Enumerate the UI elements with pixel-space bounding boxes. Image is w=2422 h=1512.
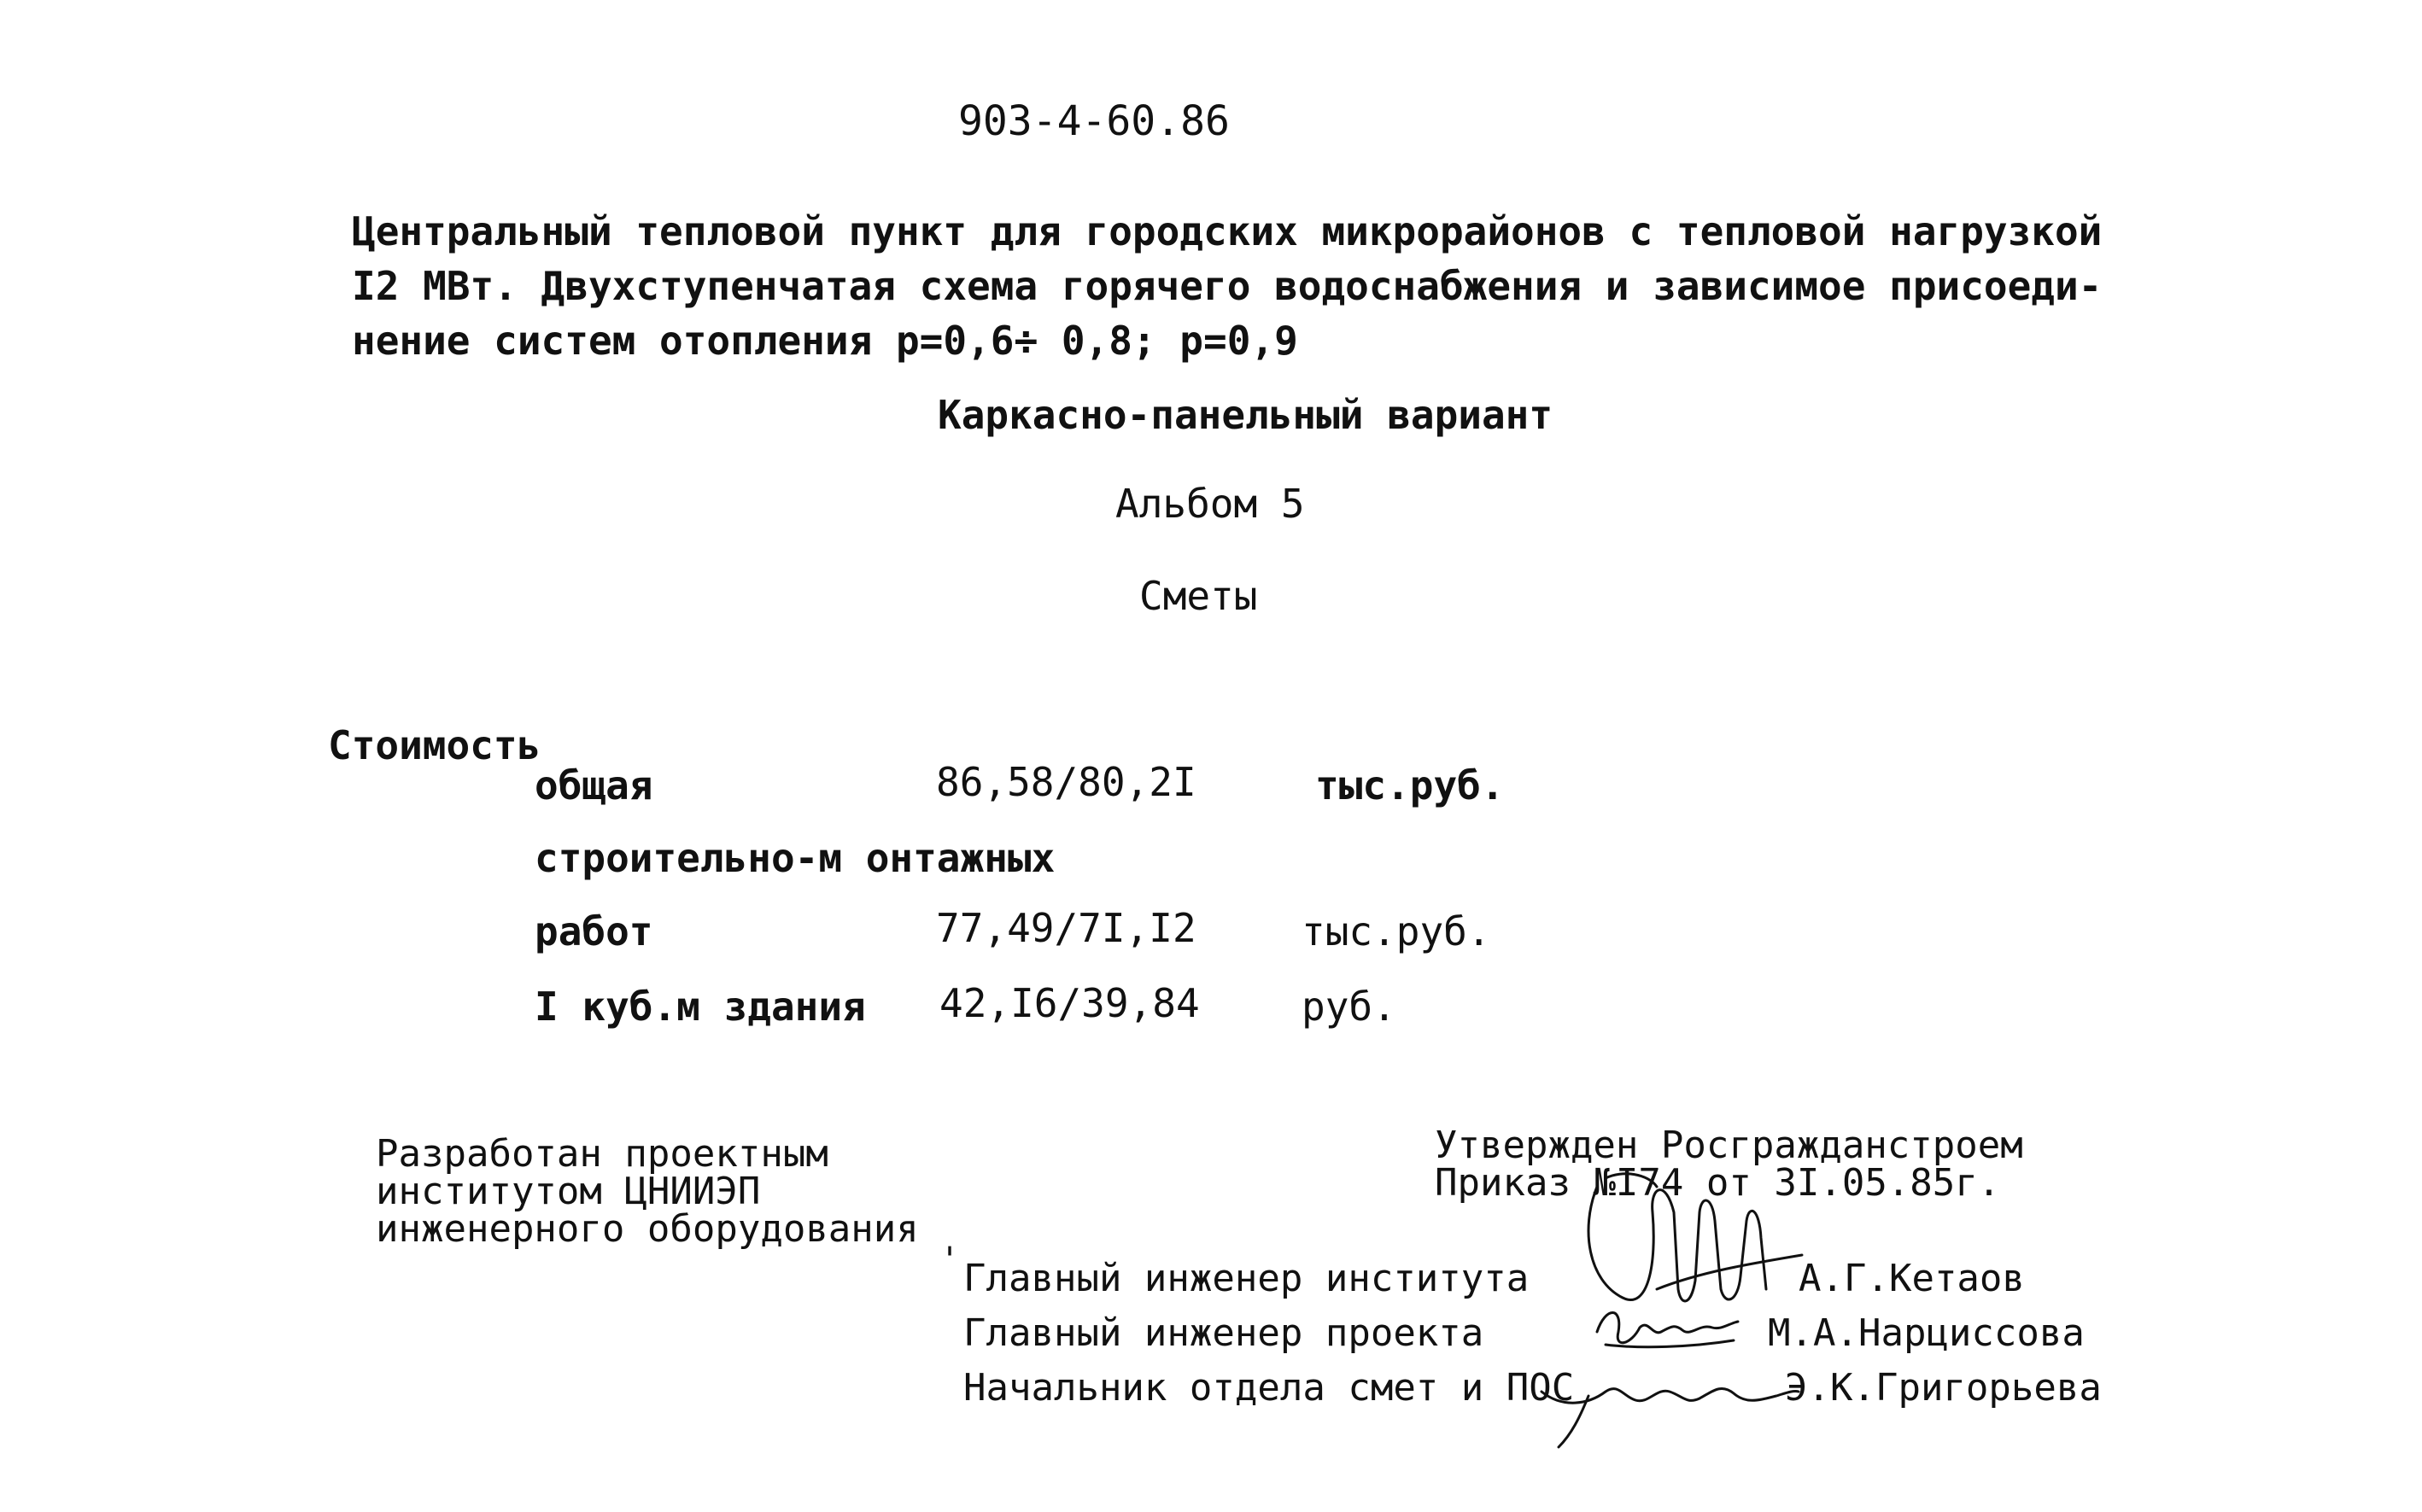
variant-label: Каркасно-панельный вариант <box>938 392 1553 438</box>
doc-number: 903-4-60.86 <box>958 97 1230 145</box>
cost-row-label: строительно-м онтажных <box>535 835 1056 881</box>
developer-line: инженерного оборудования <box>376 1207 919 1251</box>
signatory-role: Начальник отдела смет и ПОС <box>963 1366 1575 1410</box>
signatory-name: Э.К.Григорьева <box>1785 1366 2102 1410</box>
developer-line: институтом ЦНИИЭП <box>376 1170 761 1213</box>
signatory-name: М.А.Нарциссова <box>1768 1311 2085 1355</box>
approval-line: Утвержден Росгражданстроем <box>1435 1124 2023 1167</box>
title-line-1: Центральный тепловой пункт для городских микрорайонов с тепловой нагрузкой <box>352 208 2103 254</box>
developer-line: Разработан проектным <box>376 1132 828 1176</box>
signature-chief-engineer-project <box>1588 1298 1742 1366</box>
signature-head-of-department <box>1537 1357 1802 1451</box>
cost-row-unit: тыс.руб. <box>1315 762 1505 809</box>
cost-row-label: работ <box>535 908 653 954</box>
cost-heading: Стоимость <box>328 722 541 768</box>
signatory-role: Главный инженер института <box>963 1257 1530 1300</box>
cost-row-value: 77,49/7I,I2 <box>936 905 1196 951</box>
cost-row-unit: тыс.руб. <box>1302 908 1491 954</box>
title-line-2: I2 МВт. Двухступенчатая схема горячего водоснабжения и зависимое присоеди- <box>352 263 2103 309</box>
cost-row-label: I куб.м здания <box>535 984 866 1030</box>
signatory-name: А.Г.Кетаов <box>1799 1257 2025 1300</box>
cost-row-value: 42,I6/39,84 <box>939 980 1200 1026</box>
cost-row-value: 86,58/80,2I <box>936 759 1196 805</box>
approval-line: Приказ №I74 от 3I.05.85г. <box>1435 1161 2001 1205</box>
title-line-3: нение систем отопления р=0,6÷ 0,8; р=0,9 <box>352 318 1298 364</box>
cost-row-unit: руб. <box>1302 984 1396 1030</box>
album-label: Альбом 5 <box>1115 481 1305 527</box>
section-label: Сметы <box>1139 573 1258 619</box>
signatory-role: Главный инженер проекта <box>963 1311 1484 1355</box>
margin-tick: ' <box>939 1241 961 1280</box>
cost-row-label: общая <box>535 762 653 809</box>
